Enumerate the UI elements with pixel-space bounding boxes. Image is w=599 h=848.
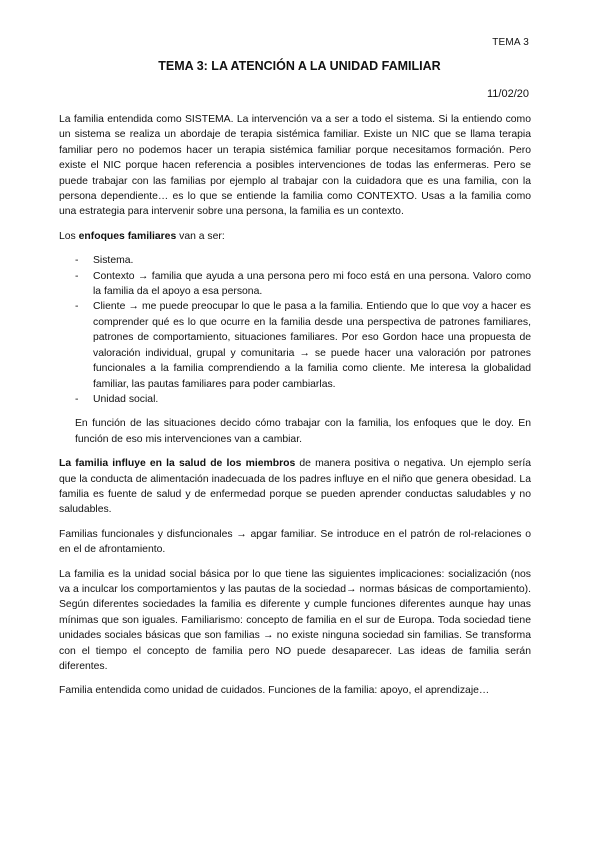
enfoques-list — [59, 253, 531, 407]
text: Los — [59, 230, 79, 242]
paragraph-enfoques — [59, 229, 531, 244]
list-item: - Sistema. — [59, 253, 531, 268]
paragraph-funcionales: Familias funcionales y disfuncionales → apgar familiar. Se introduce en el patrón de rol-relaciones o en el de afrontamiento. — [59, 528, 531, 556]
paragraph-situaciones: En función de las situaciones decido cómo trabajar con la familia, los enfoques que le doy. En función de eso mis intervenciones van a cambiar. — [75, 418, 531, 445]
page-title: TEMA 3: LA ATENCIÓN A LA UNIDAD FAMILIAR — [158, 59, 441, 73]
bold-text: enfoques familiares — [78, 230, 177, 242]
paragraph-unidad-cuidados: Familia entendida como unidad de cuidados. Funciones de la familia: apoyo, el aprendizaje… — [59, 685, 490, 697]
paragraph-sistema: La familia entendida como SISTEMA. La intervención va a ser a todo el sistema. Si la entiendo como un sistema se realiza un abordaje de terapia sistémica familiar. Existe un NIC que se llama terapia familiar pero no podemos hacer un terapia sistémica familiar porque necesitamos formación. Pero existe el NIC porque hacen referencia a posibles intervenciones de todas las enfermeras. Pero se puede trabajar con las familias por ejemplo al trabajar con la cuidadora que es una familia, con la persona dependiente… es lo que se entiende la familia como CONTEXTO. Usas a la familia como una estrategia para intervenir sobre una persona, la familia es un contexto. — [59, 114, 531, 218]
text: de manera positiva o negativa. Un ejemplo sería que la conducta de alimentación inadecuada de los padres influye en el niño que genera obesidad. La familia es fuente de salud y de enfermedad porque se pueden aprender conductas saludables y no saludables. — [59, 458, 531, 516]
bold-text: La familia influye en la salud de los miembros — [59, 458, 296, 470]
list-item: - Unidad social. — [59, 392, 531, 407]
list-item: - Contexto → familia que ayuda a una persona pero mi foco está en una persona. Valoro como la familia da el apoyo a esa persona. — [59, 269, 531, 300]
page-header: TEMA 3 — [492, 37, 529, 48]
document-date: 11/02/20 — [486, 88, 529, 100]
document-body — [59, 112, 531, 708]
paragraph-unidad-social: La familia es la unidad social básica por lo que tiene las siguientes implicaciones: socialización (nos va a inculcar los comportamientos y las pautas de la sociedad→ normas básicas de comportamiento). Según diferentes sociedades la familia es diferente y cumple funciones diferentes aunque hay unas mínimas que son iguales. Familiarismo: concepto de familia en el sur de Europa. Toda sociedad tiene unidades sociales básicas que son familias → no existe ninguna sociedad sin familias. Se transforma con el tiempo el concepto de familia pero NO puede desaparecer. Las ideas de familia serán diferentes. — [59, 568, 531, 672]
text: van a ser: — [176, 230, 225, 242]
paragraph-influye — [59, 456, 531, 518]
list-item: - Cliente → me puede preocupar lo que le pasa a la familia. Entiendo que lo que voy a hacer es comprender qué es lo que ocurre en la familia desde una perspectiva de patrones familiares, patrones de comportamiento, situaciones familiares. Por eso Gordon hace una propuesta de valoración individual, grupal y comunitaria → se puede hacer una valoración por patrones funcionales a la familia comprendiendo a la familia como cliente. Me interesa la globalidad familiar, las pautas familiares para poder cambiarlas. — [59, 299, 531, 391]
